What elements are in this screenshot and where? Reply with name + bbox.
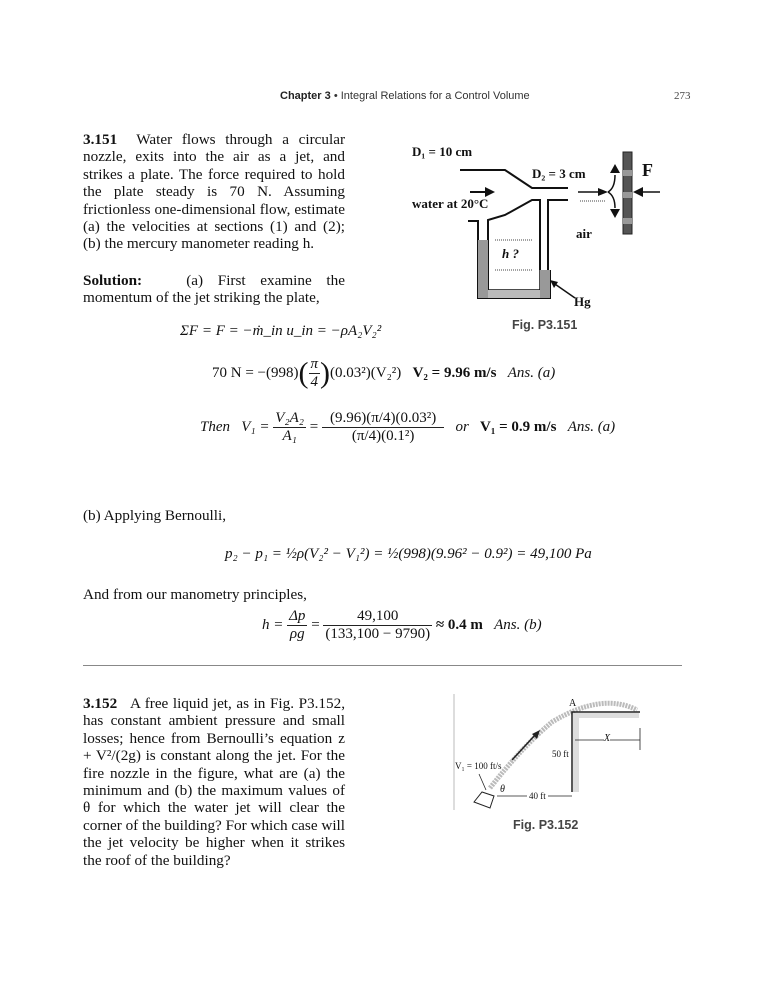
- label-x: X: [604, 733, 611, 744]
- solution-label: Solution:: [83, 272, 143, 289]
- equation-h: h = $\frac{\Delta p}{\rho g}$ = $\frac{49,100}{(133,100 - 9790)}$ ≈ 0.4 m Ans. (b): [262, 608, 542, 642]
- part-b-intro: (b) Applying Bernoulli,: [83, 507, 227, 524]
- answer-v2: V₂ = 9.96 m/s: [412, 364, 497, 381]
- label-height: 50 ft: [552, 749, 569, 759]
- label-theta: θ: [500, 784, 505, 795]
- label-distance: 40 ft: [529, 791, 546, 801]
- page-number: 273: [674, 90, 691, 102]
- chapter-title: Integral Relations for a Control Volume: [340, 90, 530, 102]
- label-v1: V₁ = 100 ft/s: [455, 761, 502, 771]
- figure-p3152-caption: Fig. P3.152: [513, 818, 579, 832]
- problem-text: Water flows through a circular nozzle, exits into the air as a jet, and strikes a plate. The force required to hold the plate steady is 70 N. Assuming frictionless one-dimensional flow, estimate (a) the velocities at sections (1) and (2); (b) the mercury manometer reading h.: [83, 131, 346, 253]
- label-force: F: [642, 160, 653, 180]
- figure-p3151-caption: Fig. P3.151: [512, 318, 578, 332]
- label-corner: A: [569, 698, 577, 709]
- label-air: air: [576, 226, 592, 241]
- solution-intro: Solution: (a) First examine the momentum of the jet striking the plate,: [83, 272, 345, 307]
- label-d2: D₂ = 3 cm: [532, 166, 586, 181]
- section-divider: [83, 665, 682, 666]
- label-hg: Hg: [574, 294, 591, 309]
- problem-text: A free liquid jet, as in Fig. P3.152, has constant ambient pressure and small losses; hence from Bernoulli’s equation z + V²/(2g) is constant along the jet. For the fire nozzle in the figure, what are (a) the minimum and (b) the maximum values of θ for which the water jet will clear the corner of the building? For which case will the jet velocity be higher when it strikes the roof of the building?: [83, 695, 345, 869]
- running-header: [280, 90, 530, 102]
- problem-number: 3.151: [83, 131, 118, 148]
- equation-bernoulli: p₂ − p₁ = ½ρ(V₂² − V₁²) = ½(998)(9.96² − 0.9²) = 49,100 Pa: [225, 546, 592, 562]
- manometry-intro: And from our manometry principles,: [83, 586, 307, 603]
- bullet: •: [333, 90, 338, 102]
- label-d1: D₁ = 10 cm: [412, 144, 473, 159]
- equation-momentum: ΣF = F = −ṁ_in u_in = −ρA₂V₂²: [180, 323, 382, 339]
- problem-3152-statement: [83, 695, 345, 869]
- answer-h: ≈ 0.4 m: [435, 616, 483, 633]
- figure-p3151: [412, 130, 720, 325]
- equation-v1: Then V₁ = $\frac{\text{V₂A₂}}{\text{A₁}}$ = $\frac{\text{(9.96)(π/4)(0.03²)}}{\text{(π/4)(0.1²)}}$ or V₁ = 0.9 m/s Ans. (a): [200, 410, 616, 444]
- chapter-label: Chapter 3: [280, 90, 331, 102]
- problem-number: 3.152: [83, 695, 118, 712]
- label-water: water at 20°C: [412, 196, 489, 211]
- figure-p3152: [452, 692, 652, 814]
- problem-3151-statement: [83, 131, 345, 253]
- answer-v1: V₁ = 0.9 m/s: [480, 418, 557, 435]
- equation-v2: 70 N = −(998)( $\frac{\pi}{4}$ )(0.03²)(V₂²) V₂ = 9.96 m/s Ans. (a): [212, 356, 556, 390]
- label-h: h ?: [502, 246, 519, 261]
